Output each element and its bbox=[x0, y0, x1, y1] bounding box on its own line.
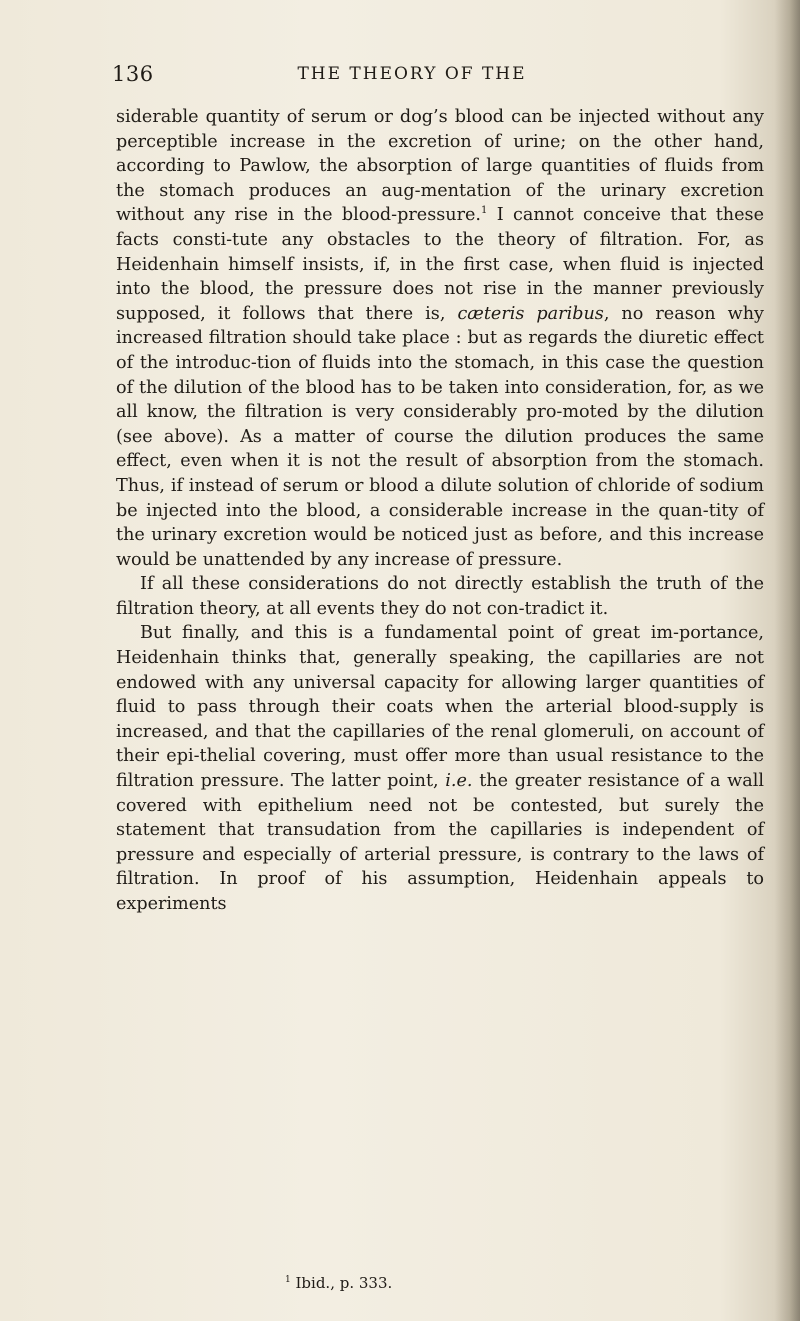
paragraph-3: But finally, and this is a fundamental point of great im-portance, Heidenhain thinks that, generally speaking, the capillaries are not endowed with any universal capacity for allowing larger quantities of fluid to pass through their coats when the arterial blood-supply is increased, and that the capillaries of the renal glomeruli, on account of their epi-thelial covering, must offer more than usual resistance to the filtration pressure. The latter point, i.e. the greater resistance of a wall covered with epithelium need not be contested, but surely the statement that transudation from the capillaries is independent of pressure and especially of arterial pressure, is contrary to the laws of filtration. In proof of his assumption, Heidenhain appeals to experiments bbox=[116, 623, 764, 914]
page-number: 136 bbox=[112, 62, 154, 86]
paragraph-1: siderable quantity of serum or dog’s blood can be injected without any perceptible increase in the excretion of urine; on the other hand, according to Pawlow, the absorption of large quantities of fluids from the stomach produces an aug-mentation of the urinary excretion without any rise in the blood-pressure.$^1$ I cannot conceive that these facts consti-tute any obstacles to the theory of filtration. For, as Heidenhain himself insists, if, in the first case, when fluid is injected into the blood, the pressure does not rise in the manner previously supposed, it follows that there is, cæteris paribus, no reason why increased filtration should take place : but as regards the diuretic effect of the introduc-tion of fluids into the stomach, in this case the question of the dilution of the blood has to be taken into consideration, for, as we all know, the filtration is very considerably pro-moted by the dilution (see above). As a matter of course the dilution produces the same effect, even when it is not the result of absorption from the stomach. Thus, if instead of serum or blood a dilute solution of chloride of sodium be injected into the blood, a considerable increase in the quan-tity of the urinary excretion would be noticed just as before, and this increase would be unattended by any increase of pressure. bbox=[116, 107, 764, 570]
footnote-marker: 1 bbox=[285, 1275, 291, 1285]
abbreviation-ie: i.e. bbox=[445, 771, 473, 792]
footnote-ref: 1 bbox=[481, 205, 488, 217]
paragraph-2: If all these considerations do not directly establish the truth of the filtration theory, at all events they do not con-tradict it. bbox=[116, 574, 764, 619]
page-header bbox=[112, 62, 752, 92]
latin-phrase: cæteris paribus bbox=[457, 303, 604, 324]
body-text bbox=[116, 105, 764, 917]
page-edge-shadow bbox=[774, 0, 800, 1321]
footnote bbox=[285, 1274, 392, 1292]
footnote-text: Ibid., p. 333. bbox=[290, 1274, 393, 1292]
running-head: THE THEORY OF THE bbox=[297, 64, 527, 84]
